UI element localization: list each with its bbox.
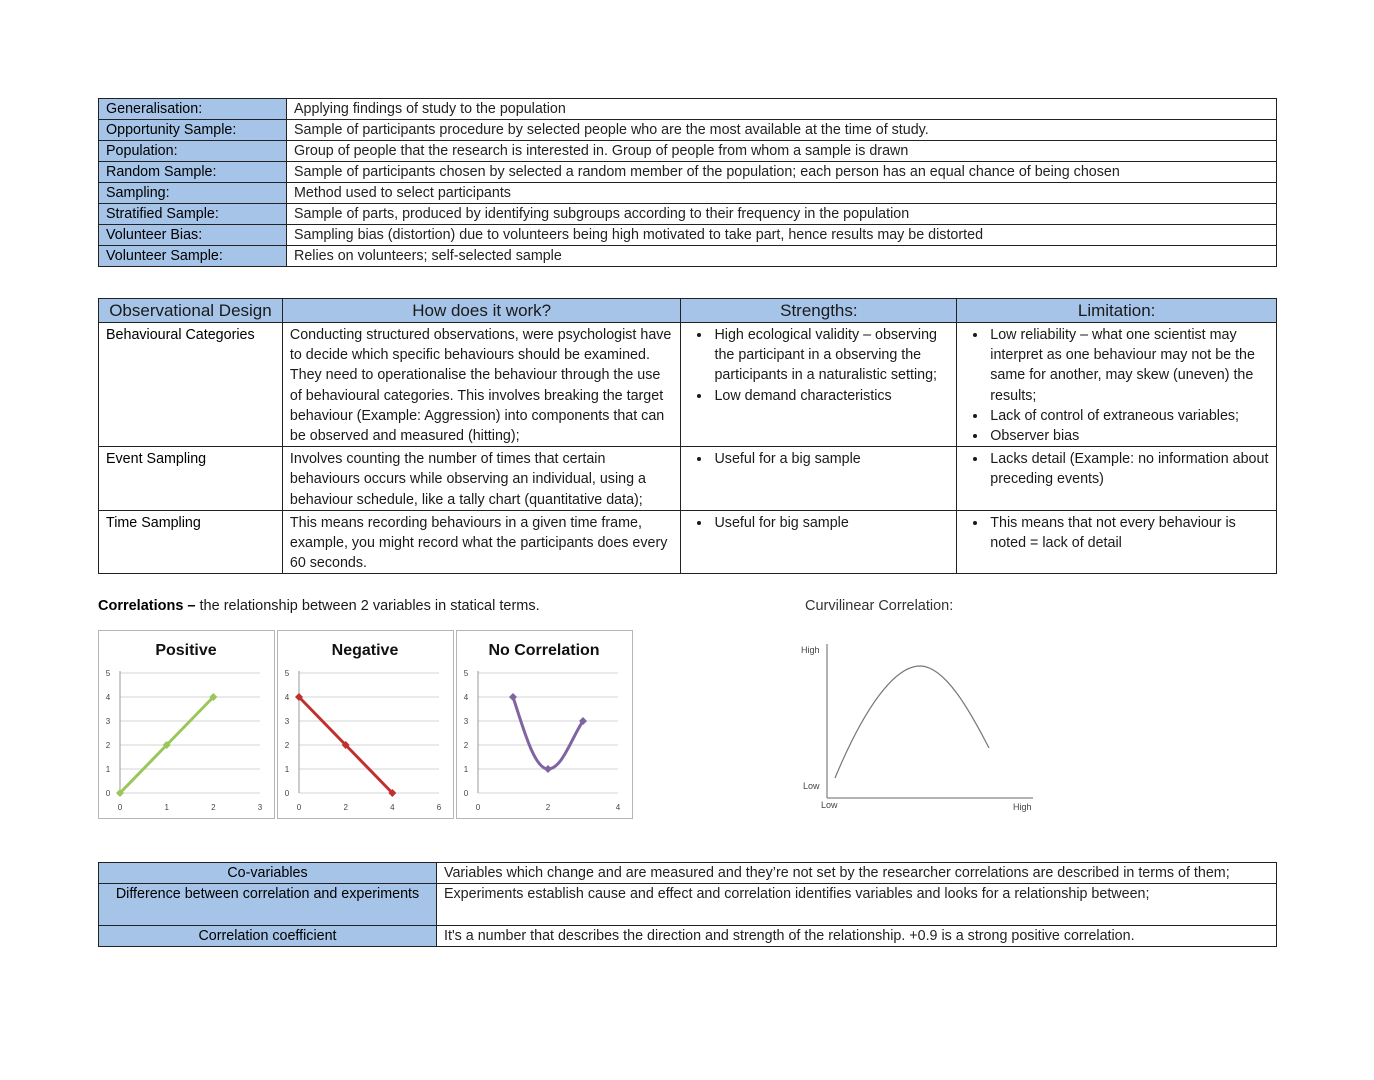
y-tick-label: 5 [463, 669, 469, 678]
negative-chart-panel [277, 630, 454, 819]
data-point [509, 693, 517, 701]
strength-item: • Low demand characteristics [712, 386, 949, 406]
design-how: Involves counting the number of times that certain behaviours occurs while observing an individual, using a behaviour schedule, like a tally chart (quantitative data); [282, 447, 681, 511]
glossary-row [99, 204, 1277, 225]
header-strengths: Strengths: [681, 299, 957, 323]
observational-row [99, 447, 1277, 511]
negative-chart [278, 631, 453, 818]
no-correlation-chart-panel [456, 630, 633, 819]
glossary-row [99, 99, 1277, 120]
x-tick-label: 1 [164, 803, 169, 812]
strengths-list [688, 325, 949, 406]
glossary-definition: Sample of participants procedure by selected people who are the most available at the time of study. [287, 120, 1277, 141]
glossary-definition: Sample of parts, produced by identifying subgroups according to their frequency in the population [287, 204, 1277, 225]
y-tick-label: 1 [284, 765, 290, 774]
design-limitations [957, 510, 1277, 574]
correlation-term-value: It's a number that describes the direction and strength of the relationship. +0.9 is a strong positive correlation. [437, 926, 1277, 947]
observational-row [99, 323, 1277, 447]
x-tick-label: 4 [615, 803, 621, 812]
glossary-term: Population: [99, 141, 287, 162]
limitation-item: • Lack of control of extraneous variables; [988, 406, 1269, 426]
y-tick-label: 2 [463, 741, 469, 750]
x-tick-label: 2 [211, 803, 216, 812]
glossary-row [99, 246, 1277, 267]
correlations-heading-text: the relationship between 2 variables in statical terms. [195, 598, 540, 614]
strength-item: • High ecological validity – observing the participant in a observing the participants in a naturalistic setting; [712, 325, 949, 386]
positive-chart-panel [98, 630, 275, 819]
observational-design-table [98, 298, 1277, 574]
x-tick-label: 0 [296, 803, 302, 812]
positive-chart [99, 631, 274, 818]
x-tick-label: 6 [436, 803, 442, 812]
glossary-term: Opportunity Sample: [99, 120, 287, 141]
y-tick-label: Low [803, 781, 820, 791]
glossary-definition: Sampling bias (distortion) due to volunteers being high motivated to take part, hence results may be distorted [287, 225, 1277, 246]
y-tick-label: 0 [284, 789, 290, 798]
x-tick-label: Low [821, 800, 838, 810]
design-limitations [957, 447, 1277, 511]
glossary-term: Generalisation: [99, 99, 287, 120]
glossary-row [99, 183, 1277, 204]
y-tick-label: 5 [284, 669, 290, 678]
correlation-term-label: Co-variables [99, 863, 437, 884]
header-observational-design: Observational Design [99, 299, 283, 323]
curvilinear-chart [795, 636, 1045, 821]
correlation-term-row [99, 926, 1277, 947]
y-tick-label: 4 [463, 693, 469, 702]
x-tick-label: 4 [390, 803, 395, 812]
strengths-list [688, 513, 949, 533]
chart-title: Positive [155, 642, 217, 659]
y-tick-label: 1 [105, 765, 111, 774]
design-how: This means recording behaviours in a given time frame, example, you might record what the participants does every 60 seconds. [282, 510, 681, 574]
y-tick-label: 3 [463, 717, 469, 726]
y-tick-label: 1 [463, 765, 469, 774]
x-tick-label: 0 [117, 803, 123, 812]
glossary-definition: Method used to select participants [287, 183, 1277, 204]
correlations-heading-bold: Correlations – [98, 598, 196, 614]
limitation-item: • Low reliability – what one scientist may interpret as one behaviour may not be the same for another, may skew (uneven) the results; [988, 325, 1269, 406]
correlation-terms-table [98, 862, 1277, 947]
y-tick-label: 5 [105, 669, 111, 678]
x-tick-label: 0 [475, 803, 481, 812]
y-tick-label: 0 [105, 789, 111, 798]
limitations-list [964, 325, 1269, 446]
header-how-does-it-work: How does it work? [282, 299, 681, 323]
chart-title: No Correlation [488, 642, 600, 659]
glossary-table [98, 98, 1277, 267]
y-tick-label: 0 [463, 789, 469, 798]
design-name: Behavioural Categories [99, 323, 283, 447]
no-correlation-chart [457, 631, 632, 818]
design-strengths [681, 510, 957, 574]
glossary-row [99, 162, 1277, 183]
y-tick-label: 4 [105, 693, 111, 702]
correlation-term-value: Variables which change and are measured and they’re not set by the researcher correlations are described in terms of them; [437, 863, 1277, 884]
series-line [513, 697, 583, 769]
glossary-definition: Sample of participants chosen by selected a random member of the population; each person has an equal chance of being chosen [287, 162, 1277, 183]
glossary-term: Stratified Sample: [99, 204, 287, 225]
limitation-item: • Observer bias [988, 426, 1269, 446]
design-limitations [957, 323, 1277, 447]
strength-item: • Useful for a big sample [712, 449, 949, 469]
header-limitation: Limitation: [957, 299, 1277, 323]
glossary-term: Sampling: [99, 183, 287, 204]
chart-title: Negative [331, 642, 399, 659]
correlation-term-label: Difference between correlation and experiments [99, 884, 437, 926]
limitation-item: • This means that not every behaviour is noted = lack of detail [988, 513, 1269, 553]
y-tick-label: High [801, 645, 820, 655]
design-strengths [681, 323, 957, 447]
x-tick-label: 2 [545, 803, 551, 812]
x-tick-label: High [1013, 802, 1032, 812]
correlations-heading [98, 598, 540, 614]
y-tick-label: 2 [284, 741, 290, 750]
glossary-row [99, 225, 1277, 246]
glossary-definition: Applying findings of study to the population [287, 99, 1277, 120]
y-tick-label: 3 [284, 717, 290, 726]
correlation-term-row [99, 863, 1277, 884]
x-tick-label: 2 [343, 803, 348, 812]
design-name: Event Sampling [99, 447, 283, 511]
y-tick-label: 2 [105, 741, 111, 750]
observational-row [99, 510, 1277, 574]
correlation-term-row [99, 884, 1277, 926]
glossary-definition: Relies on volunteers; self-selected sample [287, 246, 1277, 267]
correlation-term-label: Correlation coefficient [99, 926, 437, 947]
glossary-definition: Group of people that the research is interested in. Group of people from whom a sample is drawn [287, 141, 1277, 162]
design-strengths [681, 447, 957, 511]
curvilinear-line [835, 666, 989, 778]
glossary-row [99, 120, 1277, 141]
glossary-term: Volunteer Sample: [99, 246, 287, 267]
design-how: Conducting structured observations, were psychologist have to decide which specific behaviours should be examined. They need to operationalise the behaviour through the use of behavioural categories. This involves breaking the target behaviour (Example: Aggression) into components that can be observed and measured (hitting); [282, 323, 681, 447]
strengths-list [688, 449, 949, 469]
y-tick-label: 3 [105, 717, 111, 726]
glossary-term: Random Sample: [99, 162, 287, 183]
limitations-list [964, 449, 1269, 489]
design-name: Time Sampling [99, 510, 283, 574]
curvilinear-title: Curvilinear Correlation: [805, 598, 954, 614]
glossary-row [99, 141, 1277, 162]
limitation-item: • Lacks detail (Example: no information about preceding events) [988, 449, 1269, 489]
strength-item: • Useful for big sample [712, 513, 949, 533]
glossary-term: Volunteer Bias: [99, 225, 287, 246]
y-tick-label: 4 [284, 693, 290, 702]
correlation-term-value: Experiments establish cause and effect and correlation identifies variables and looks for a relationship between; [437, 884, 1277, 926]
data-point [544, 765, 552, 773]
x-tick-label: 3 [257, 803, 263, 812]
limitations-list [964, 513, 1269, 553]
